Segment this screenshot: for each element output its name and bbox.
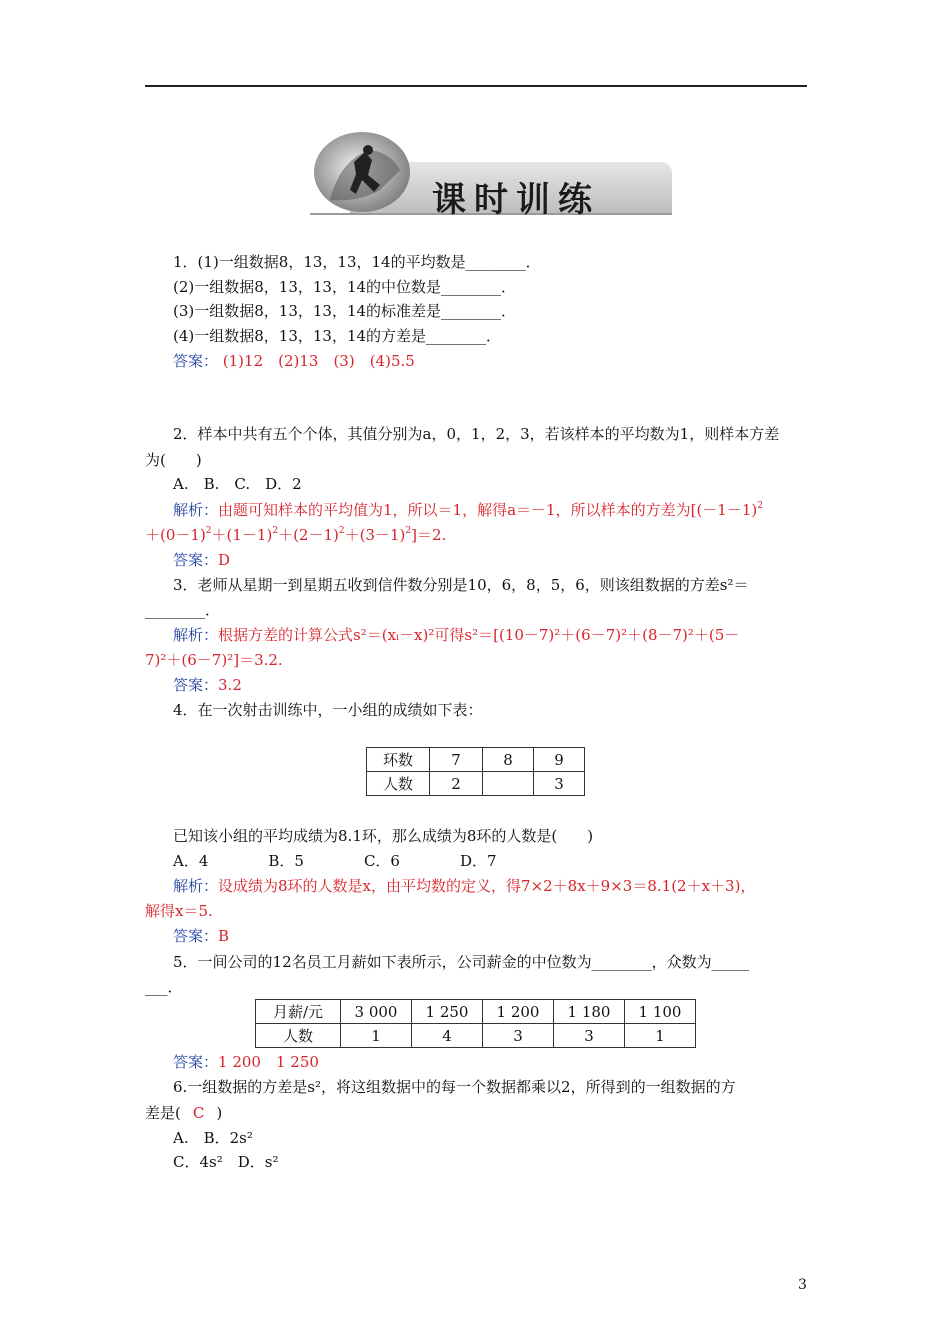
table-cell: 3 <box>534 772 585 796</box>
q5-answer <box>173 1052 319 1072</box>
table-cell: 1 180 <box>554 1000 625 1024</box>
answer-text: 3.2 <box>218 676 242 694</box>
section-banner <box>310 130 672 218</box>
analysis-part: ＋(1－1) <box>211 526 273 544</box>
q4-analysis-line2: 解得x＝5. <box>145 902 213 920</box>
q5-line1: 5．一间公司的12名员工月薪如下表所示，公司薪金的中位数为________，众数为_____ <box>173 953 750 971</box>
table-cell: 1 <box>341 1024 412 1048</box>
table-cell <box>483 772 534 796</box>
q2-analysis-line2: $+(0-1)^2+(1-1)^2+(2-1)^2+(3-1)^2]=2$. <box>145 526 447 544</box>
table-row <box>367 748 585 772</box>
q1-line1: 1．(1)一组数据8，13，13，14的平均数是________． <box>173 253 541 271</box>
header-rule <box>145 85 807 87</box>
q4-analysis-line1 <box>173 876 755 896</box>
table-cell: 7 <box>430 748 483 772</box>
answer-label: 答案： <box>173 551 219 569</box>
q6-inline-answer: C <box>192 1104 205 1122</box>
q5-line2: ___． <box>145 978 183 996</box>
answer-text: B <box>218 927 230 945</box>
answer-text: D <box>218 551 231 569</box>
q2-options: A. B. C. D．2 <box>173 475 302 493</box>
q6-options-line1: A. B．2s² <box>173 1129 253 1147</box>
q5-salary-table <box>255 999 696 1048</box>
analysis-label: 解析： <box>173 501 219 519</box>
table-cell: 2 <box>430 772 483 796</box>
table-cell: 月薪/元 <box>256 1000 341 1024</box>
analysis-part: ＋(3－1) <box>344 526 406 544</box>
answer-label: 答案： <box>173 927 219 945</box>
table-cell: 1 100 <box>625 1000 696 1024</box>
q6-text: ) <box>216 1104 223 1122</box>
table-cell: 1 200 <box>483 1000 554 1024</box>
q1-answer <box>173 351 415 371</box>
q4-score-table <box>366 747 585 796</box>
q3-line1: 3．老师从星期一到星期五收到信件数分别是10，6，8，5，6，则该组数据的方差s²＝ <box>173 576 749 594</box>
q4-line1: 4．在一次射击训练中，一小组的成绩如下表： <box>173 701 483 719</box>
q4-options: A．4 B．5 C．6 D．7 <box>173 852 497 870</box>
analysis-label: 解析： <box>173 626 219 644</box>
page-number: 3 <box>798 1277 807 1293</box>
answer-text: 1 200 1 250 <box>218 1053 319 1071</box>
q3-analysis-line2: 7)²＋(6－7)²]＝3.2. <box>145 651 283 669</box>
q2-answer <box>173 550 230 570</box>
table-cell: 3 <box>483 1024 554 1048</box>
table-cell: 3 <box>554 1024 625 1048</box>
q2-line1: 2．样本中共有五个个体，其值分别为a，0，1，2，3，若该样本的平均数为1，则样本方差 <box>173 425 780 443</box>
table-row <box>256 1024 696 1048</box>
q1-line4: (4)一组数据8，13，13，14的方差是________． <box>173 327 502 345</box>
q6-line1: 6.一组数据的方差是s²，将这组数据中的每一个数据都乘以2，所得到的一组数据的方 <box>173 1078 736 1096</box>
q2-line2: 为( ) <box>145 451 202 469</box>
q3-analysis-line1 <box>173 625 739 645</box>
q4-line2: 已知该小组的平均成绩为8.1环，那么成绩为8环的人数是( ) <box>173 827 594 845</box>
table-cell: 人数 <box>256 1024 341 1048</box>
table-cell: 人数 <box>367 772 430 796</box>
q4-answer <box>173 926 229 946</box>
banner-title: 课时训练 <box>432 180 600 220</box>
table-row <box>256 1000 696 1024</box>
answer-text: (1)12 (2)13 (3) (4)5.5 <box>218 352 415 370</box>
analysis-part: ＋(0－1) <box>145 526 206 544</box>
answer-label: 答案： <box>173 1053 219 1071</box>
answer-label: 答案： <box>173 352 219 370</box>
q2-analysis-line1: 解析：由题可知样本的平均值为1，所以＝1，解得a＝－1，所以样本的方差为[$(-1-1)^2$ <box>173 501 763 519</box>
q6-options-line2: C．4s² D．s² <box>173 1153 279 1171</box>
analysis-text: 由题可知样本的平均值为1，所以＝1，解得a＝－1，所以样本的方差为[(－1－1) <box>218 501 758 519</box>
analysis-text: 设成绩为8环的人数是x，由平均数的定义，得7×2＋8x＋9×3＝8.1(2＋x＋3)， <box>218 877 756 895</box>
table-cell: 环数 <box>367 748 430 772</box>
table-cell: 4 <box>412 1024 483 1048</box>
table-cell: 3 000 <box>341 1000 412 1024</box>
table-cell: 1 <box>625 1024 696 1048</box>
table-cell: 1 250 <box>412 1000 483 1024</box>
analysis-text: 根据方差的计算公式s²＝(xᵢ－x)²可得s²＝[(10－7)²＋(6－7)²＋(8－7)²＋(5－ <box>218 626 740 644</box>
answer-label: 答案： <box>173 676 219 694</box>
q6-text: 差是( <box>145 1104 181 1122</box>
q1-line3: (3)一组数据8，13，13，14的标准差是________． <box>173 302 517 320</box>
q1-line2: (2)一组数据8，13，13，14的中位数是________． <box>173 278 517 296</box>
table-cell: 9 <box>534 748 585 772</box>
q6-line2 <box>145 1103 222 1123</box>
analysis-part: ＋(2－1) <box>278 526 339 544</box>
analysis-label: 解析： <box>173 877 219 895</box>
table-cell: 8 <box>483 748 534 772</box>
q3-answer <box>173 675 242 695</box>
table-row <box>367 772 585 796</box>
q3-line2: ________． <box>145 601 221 619</box>
analysis-part: ]＝2. <box>411 526 447 544</box>
